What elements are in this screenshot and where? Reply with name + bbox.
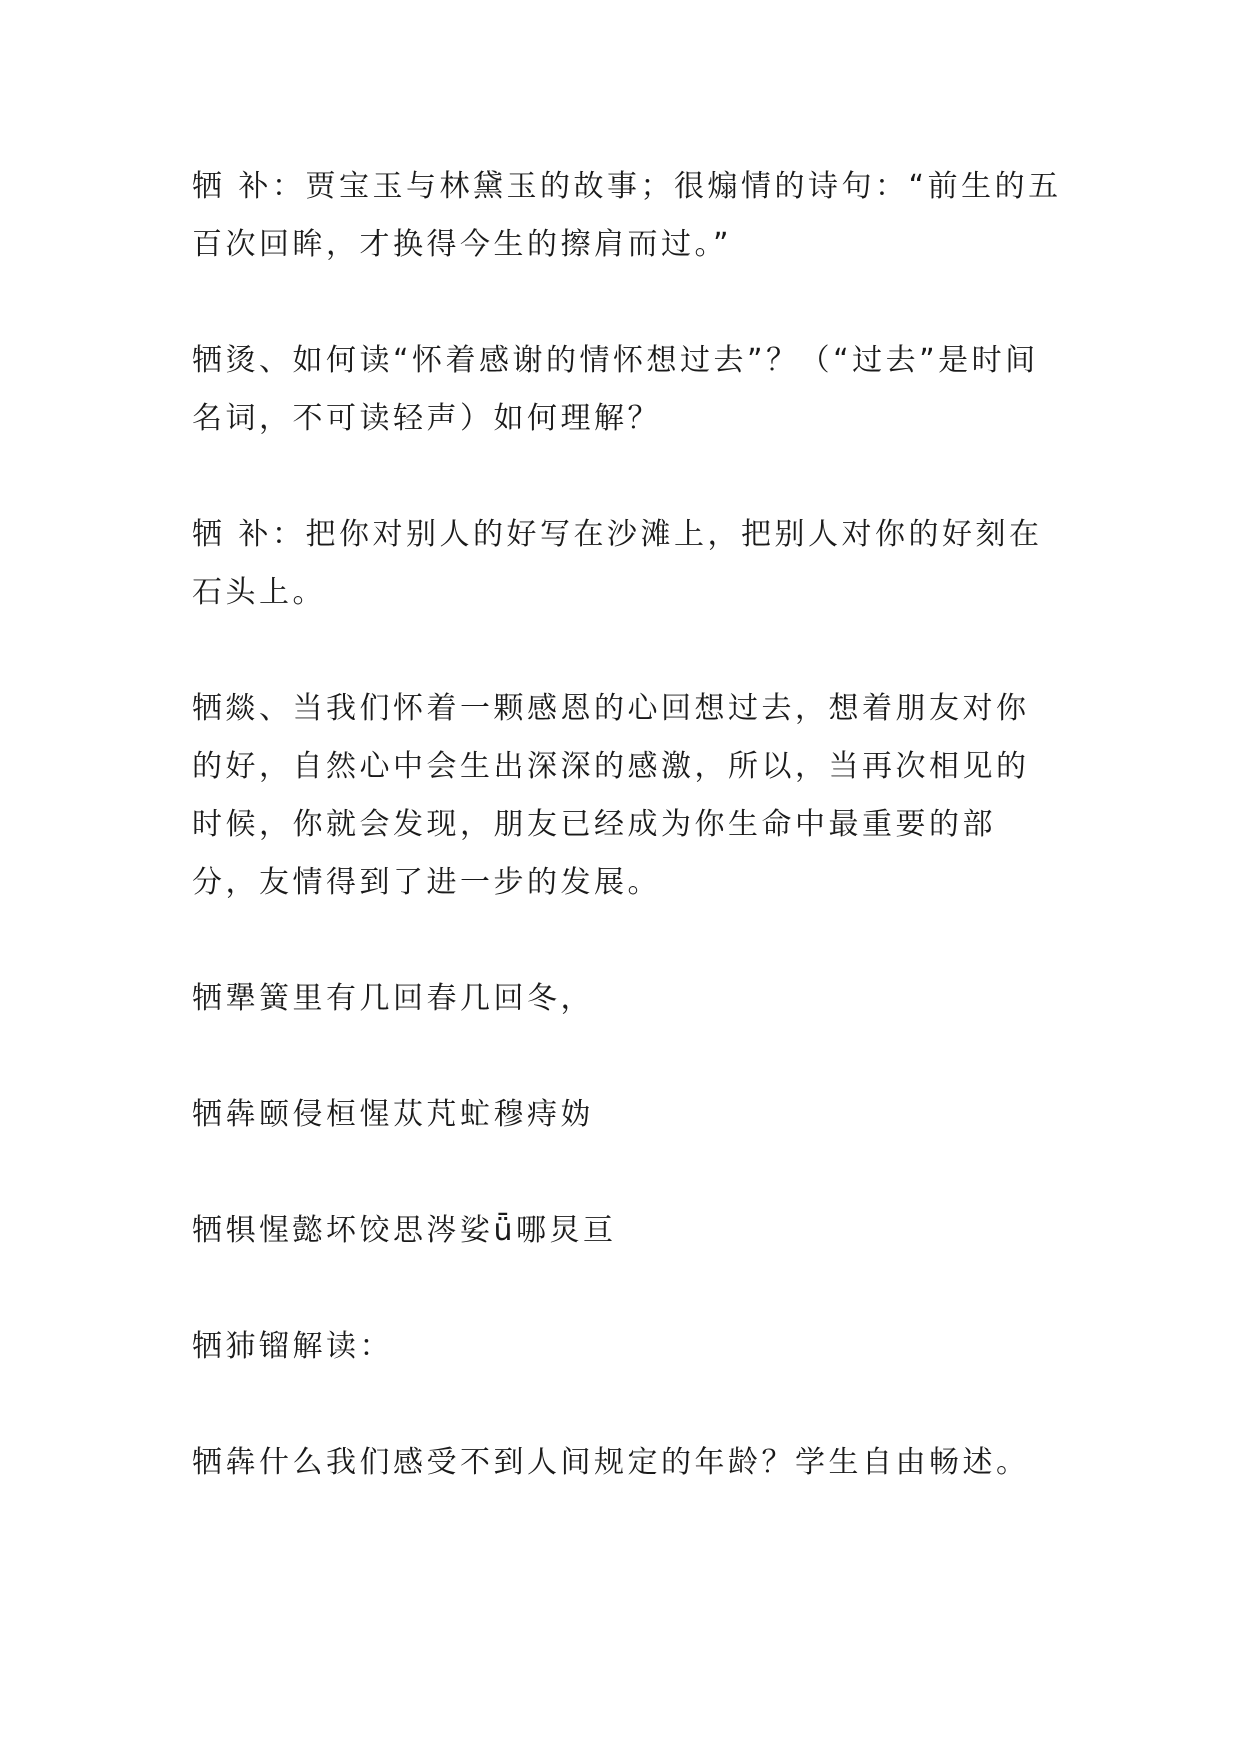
- paragraph: 牺犇什么我们感受不到人间规定的年龄？学生自由畅述。: [192, 1445, 1030, 1480]
- paragraph: 牺犋惺懿坏饺思涔娑ǖ哪炅亘: [192, 1213, 617, 1248]
- paragraph: 牺燚、当我们怀着一颗感恩的心回想过去，想着朋友对你的好，自然心中会生出深深的感激，所以，当再次相见的时候，你就会发现，朋友已经成为你生命中最重要的部分，友情得到了进一步的发展。: [192, 691, 1030, 900]
- paragraph: 牺犻镏解读：: [192, 1329, 393, 1364]
- paragraph: 牺犇颐侵桓惺苁芃虻穆痔妫: [192, 1097, 594, 1132]
- paragraph: 牺 补：把你对别人的好写在沙滩上，把别人对你的好刻在石头上。: [192, 517, 1043, 610]
- document-body: [192, 158, 1062, 1492]
- paragraph: 牺烫、如何读“怀着感谢的情怀想过去”？（“过去”是时间名词，不可读轻声）如何理解？: [192, 343, 1039, 436]
- paragraph: 牺 补：贾宝玉与林黛玉的故事；很煽情的诗句：“前生的五百次回眸，才换得今生的擦肩而过。”: [192, 169, 1062, 262]
- paragraph: 牺犟簧里有几回春几回冬，: [192, 981, 594, 1016]
